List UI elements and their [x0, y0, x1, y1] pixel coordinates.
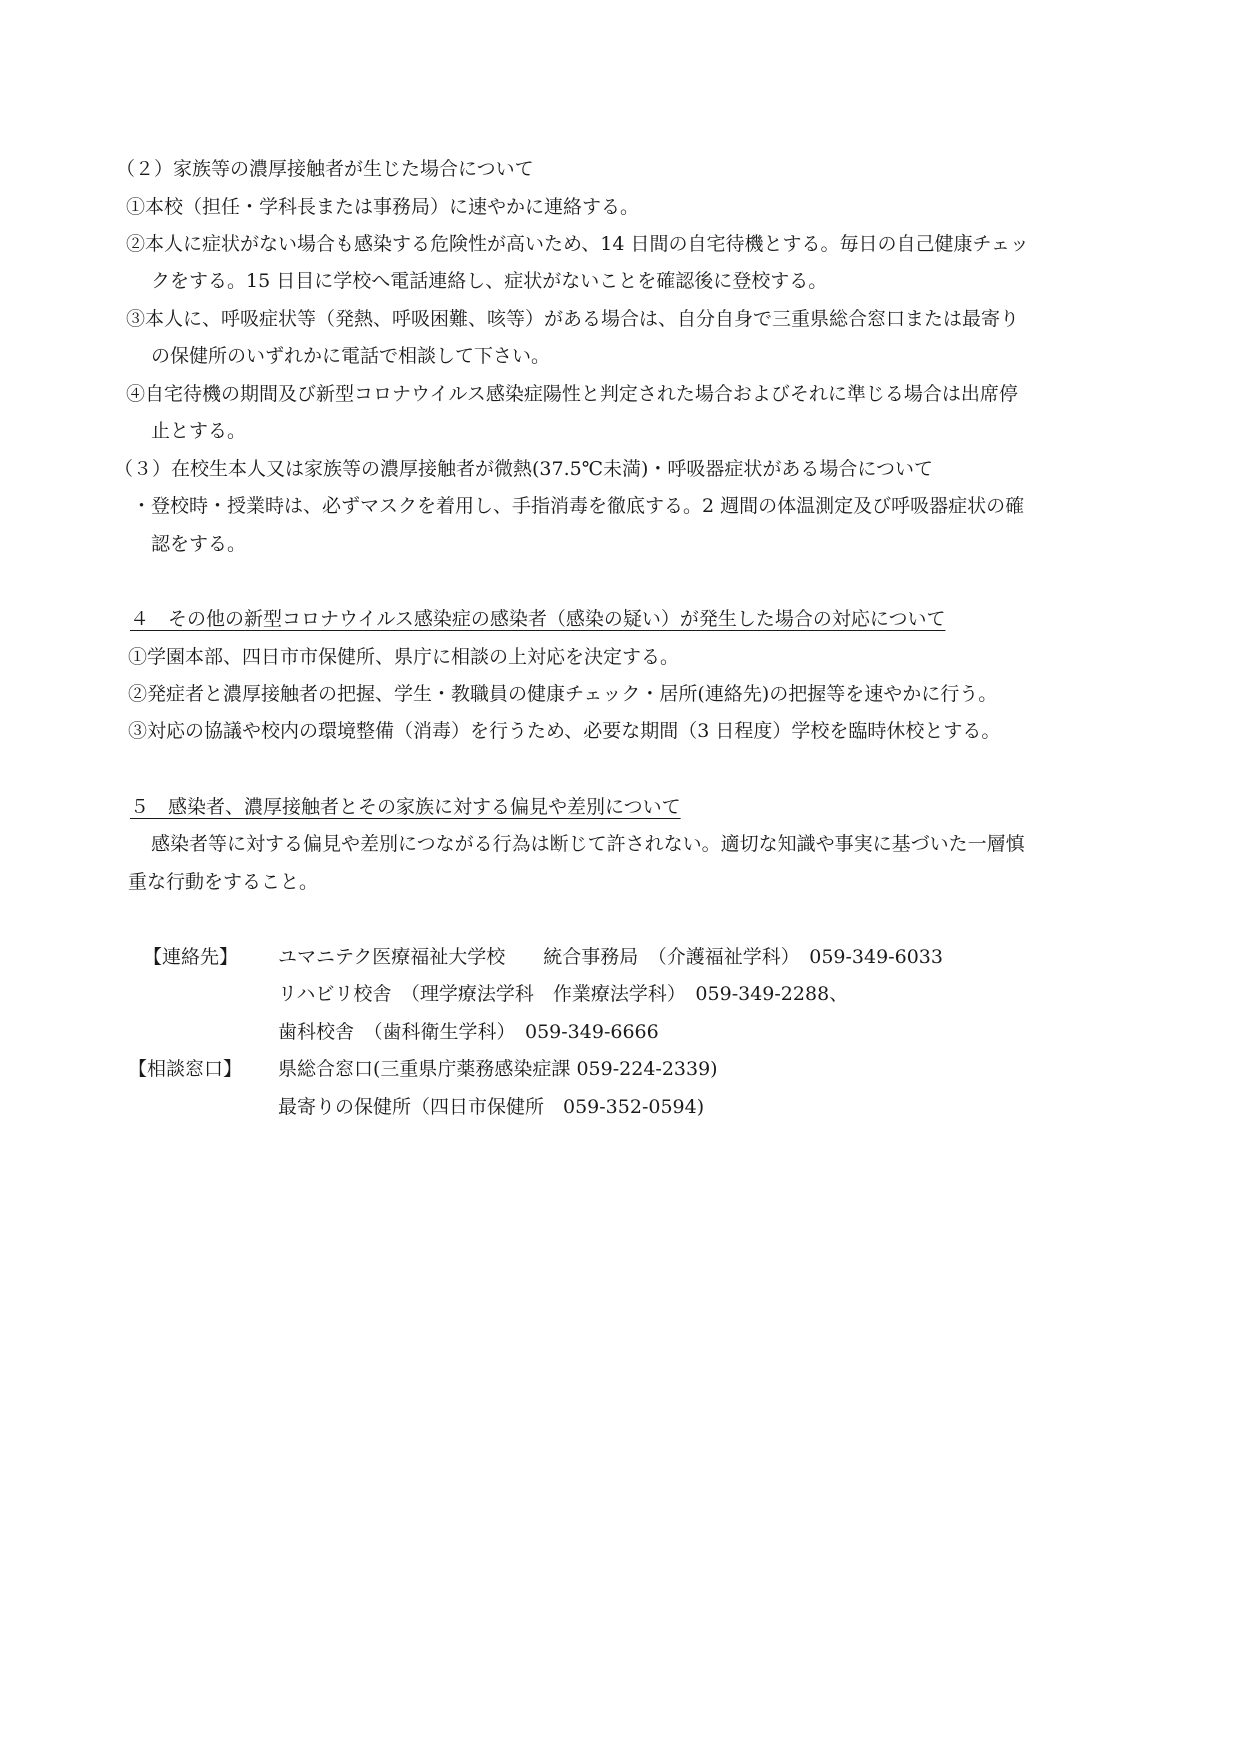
consultation-line-2: 最寄りの保健所（四日市保健所 059-352-0594) — [278, 1096, 705, 1118]
section4-item3: ③対応の協議や校内の環境整備（消毒）を行うため、必要な期間（3 日程度）学校を臨時休校とする。 — [128, 720, 1001, 742]
section2-item3-line2: の保健所のいずれかに電話で相談して下さい。 — [151, 345, 551, 367]
section4-item2: ②発症者と濃厚接触者の把握、学生・教職員の健康チェック・居所(連絡先)の把握等を速やかに行う。 — [128, 683, 998, 705]
section5-body-line2: 重な行動をすること。 — [128, 871, 319, 893]
section5-heading: ５ 感染者、濃厚接触者とその家族に対する偏見や差別について — [130, 796, 681, 818]
consultation-line-1: 県総合窓口(三重県庁薬務感染症課 059-224-2339) — [278, 1058, 718, 1080]
section5-body-line1: 感染者等に対する偏見や差別につながる行為は断じて許されない。適切な知識や事実に基づいた一層慎 — [151, 833, 1025, 855]
section2-item2-line1: ②本人に症状がない場合も感染する危険性が高いため、14 日間の自宅待機とする。毎日の自己健康チェッ — [126, 233, 1029, 255]
section3-bullet-line1: ・登校時・授業時は、必ずマスクを着用し、手指消毒を徹底する。2 週間の体温測定及び呼吸器症状の確 — [132, 495, 1025, 517]
section4-item1: ①学園本部、四日市市保健所、県庁に相談の上対応を決定する。 — [128, 646, 680, 668]
contact-line-1: ユマニテク医療福祉大学校 統合事務局 （介護福祉学科） 059-349-6033 — [278, 946, 943, 968]
section2-item2-line2: クをする。15 日目に学校へ電話連絡し、症状がないことを確認後に登校する。 — [151, 270, 828, 292]
contact-line-3: 歯科校舎 （歯科衛生学科） 059-349-6666 — [278, 1021, 659, 1043]
consultation-label: 【相談窓口】 — [128, 1058, 243, 1080]
contact-label: 【連絡先】 — [143, 946, 239, 968]
section2-item4-line1: ④自宅待機の期間及び新型コロナウイルス感染症陽性と判定された場合およびそれに準じる場合は出席停 — [126, 383, 1018, 405]
section3-bullet-line2: 認をする。 — [151, 533, 247, 555]
section2-item1: ①本校（担任・学科長または事務局）に速やかに連絡する。 — [126, 196, 640, 218]
section2-heading: （２）家族等の濃厚接触者が生じた場合について — [116, 158, 534, 180]
contact-line-2: リハビリ校舎 （理学療法学科 作業療法学科） 059-349-2288、 — [278, 983, 849, 1005]
section4-heading: ４ その他の新型コロナウイルス感染症の感染者（感染の疑い）が発生した場合の対応について — [130, 608, 946, 630]
section2-item3-line1: ③本人に、呼吸症状等（発熱、呼吸困難、咳等）がある場合は、自分自身で三重県総合窓口または最寄り — [126, 308, 1020, 330]
section3-heading: （３）在校生本人又は家族等の濃厚接触者が微熱(37.5℃未満)・呼吸器症状がある場合について — [114, 458, 934, 480]
section2-item4-line2: 止とする。 — [151, 420, 247, 442]
